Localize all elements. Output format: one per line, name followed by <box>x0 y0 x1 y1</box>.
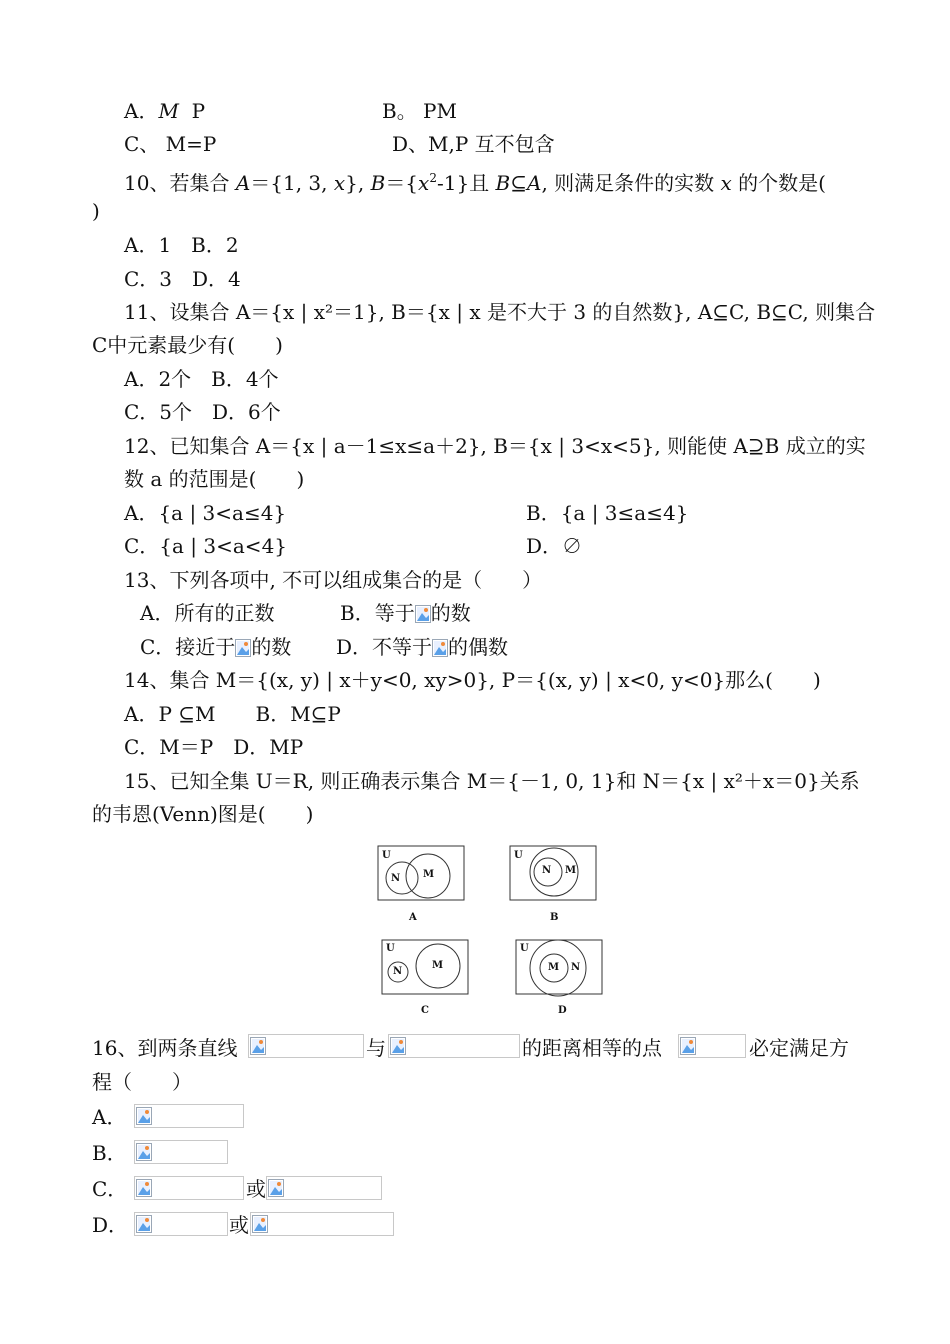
broken-image-icon <box>136 1179 152 1197</box>
q11-options-cd: C．5个 D．6个 <box>124 400 281 424</box>
venn-a-m-label: M <box>423 869 435 880</box>
broken-image-icon <box>136 1215 152 1233</box>
q15-stem: 15、已知全集 U＝R, 则正确表示集合 M＝{－1, 0, 1}和 N＝{x | x²＋x＝0}关系 <box>124 769 860 793</box>
q11-stem: 11、设集合 A＝{x | x²＝1}, B＝{x | x 是不大于 3 的自然数}, A⊆C, B⊆C, 则集合 <box>124 300 876 324</box>
venn-a-n-label: N <box>391 873 401 884</box>
q14-options-cd: C．M＝P D．MP <box>124 735 304 759</box>
q11-options-ab: A．2个 B．4个 <box>124 367 279 391</box>
venn-c-u-label: U <box>386 943 395 954</box>
broken-image-icon <box>415 605 431 623</box>
q13-stem: 13、下列各项中, 不可以组成集合的是（ ） <box>124 568 543 592</box>
venn-diagram-options <box>376 842 608 1018</box>
broken-image-icon <box>680 1037 696 1055</box>
q13-option-d: D．不等于 的偶数 <box>336 635 509 659</box>
q10-options-cd: C．3 D．4 <box>124 267 241 291</box>
venn-d-u-label: U <box>520 943 529 954</box>
broken-image-icon <box>252 1215 268 1233</box>
q12-stem-cont: 数 a 的范围是( ) <box>124 467 305 491</box>
venn-b-u-label: U <box>514 850 523 861</box>
q16-stem-part2: 与 <box>366 1036 386 1060</box>
q16-stem-part3: 的距离相等的点 <box>522 1036 662 1060</box>
q10-stem: 10、若集合 A＝{1, 3, x}, $B=\{x^2-1\}$且 B⊆A, 则满足条件的实数 x 的个数是( <box>124 171 826 195</box>
q12-option-d: D．∅ <box>526 534 583 558</box>
broken-image-icon <box>136 1143 152 1161</box>
q16-point-image <box>678 1034 746 1058</box>
q13-option-b: B．等于 的数 <box>340 601 471 625</box>
q16-option-d-label: D． <box>92 1213 129 1237</box>
venn-c-n-label: N <box>393 966 403 977</box>
q10-options-ab: A．1 B．2 <box>124 233 239 257</box>
q16-option-d-or: 或 <box>229 1213 249 1237</box>
q12-option-b: B．{a | 3≤a≤4} <box>526 501 689 525</box>
broken-image-icon <box>250 1037 266 1055</box>
q16-option-d-image-1 <box>134 1212 228 1236</box>
q16-stem-part4: 必定满足方 <box>749 1036 849 1060</box>
q11-stem-cont: C中元素最少有( ) <box>92 333 283 357</box>
venn-d-caption: D <box>558 1005 567 1016</box>
q16-option-c-image-1 <box>134 1176 244 1200</box>
venn-b-m-label: M <box>565 865 577 876</box>
q12-option-c: C．{a | 3<a<4} <box>124 534 288 558</box>
venn-b-n-label: N <box>542 865 552 876</box>
q12-option-a: A．{a | 3<a≤4} <box>124 501 287 525</box>
q9-option-b: B。 PM <box>382 99 457 123</box>
venn-b-caption: B <box>550 912 559 923</box>
q16-option-a-image <box>134 1104 244 1128</box>
q16-stem-cont: 程（ ） <box>92 1070 192 1094</box>
broken-image-icon <box>136 1107 152 1125</box>
q13-option-a: A．所有的正数 <box>140 601 275 625</box>
q16-option-b-label: B． <box>92 1141 127 1165</box>
q16-equation-image-2 <box>388 1034 520 1058</box>
q16-stem-part1: 16、到两条直线 <box>92 1036 238 1060</box>
venn-a-caption: A <box>409 912 417 923</box>
broken-image-icon <box>235 639 251 657</box>
broken-image-icon <box>432 639 448 657</box>
broken-image-icon <box>268 1179 284 1197</box>
venn-a-u-label: U <box>382 850 391 861</box>
q16-option-c-image-2 <box>266 1176 382 1200</box>
q16-equation-image-1 <box>248 1034 364 1058</box>
q16-option-a-label: A． <box>92 1105 127 1129</box>
broken-image-icon <box>390 1037 406 1055</box>
q13-option-c: C．接近于 的数 <box>140 635 292 659</box>
q9-option-c: C、 M=P <box>124 132 217 156</box>
q12-stem: 12、已知集合 A＝{x | a－1≤x≤a＋2}, B＝{x | 3<x<5}, 则能使 A⊇B 成立的实 <box>124 434 866 458</box>
q14-options-ab: A．P ⊆M B．M⊆P <box>124 702 341 726</box>
q15-stem-cont: 的韦恩(Venn)图是( ) <box>92 802 314 826</box>
q16-option-b-image <box>134 1140 228 1164</box>
q9-option-d: D、M,P 互不包含 <box>392 132 555 156</box>
q10-stem-cont: ) <box>92 199 100 223</box>
q14-stem: 14、集合 M＝{(x, y) | x＋y<0, xy>0}, P＝{(x, y) | x<0, y<0}那么( ) <box>124 668 821 692</box>
q16-option-d-image-2 <box>250 1212 394 1236</box>
venn-d-m-label: M <box>548 962 560 973</box>
venn-c-m-label: M <box>432 960 444 971</box>
q9-option-a: A．M P <box>124 99 206 123</box>
q16-option-c-or: 或 <box>246 1177 266 1201</box>
venn-d-n-label: N <box>571 962 581 973</box>
venn-c-caption: C <box>421 1005 429 1016</box>
q16-option-c-label: C． <box>92 1177 128 1201</box>
